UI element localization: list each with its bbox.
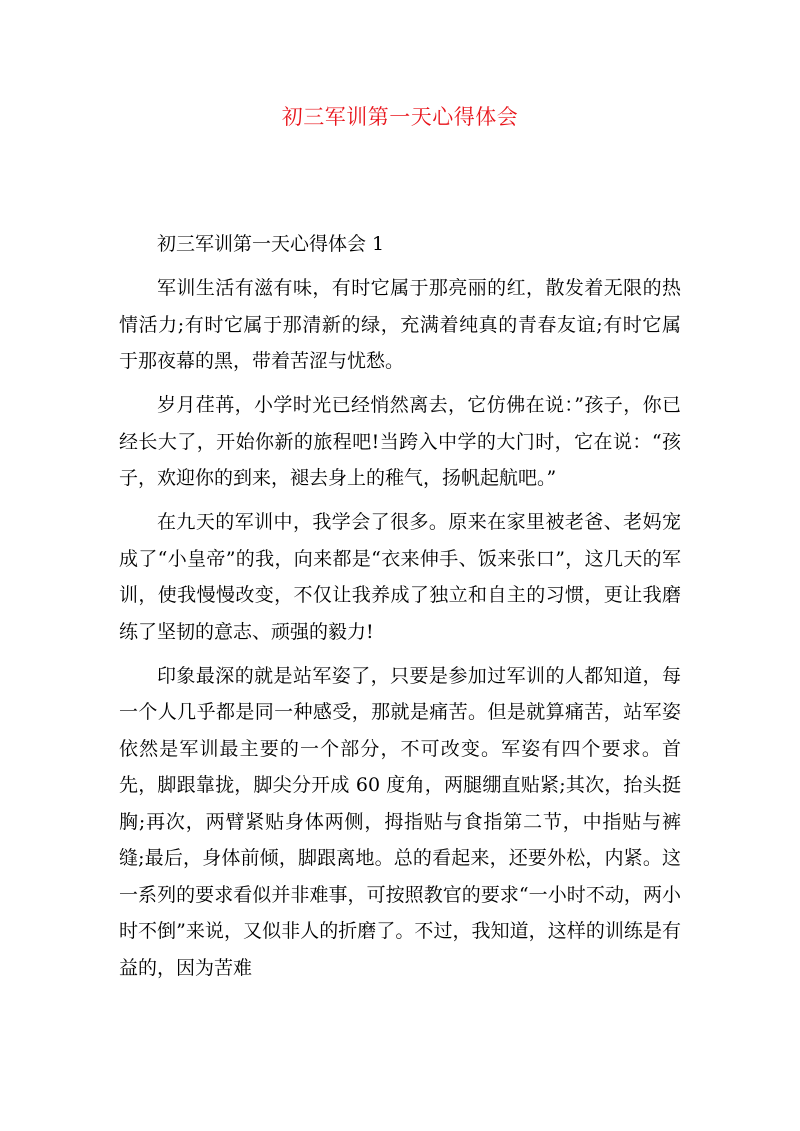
section-heading: 初三军训第一天心得体会 1 — [157, 233, 385, 255]
paragraph-3: 在九天的军训中，我学会了很多。原来在家里被老爸、老妈宠成了“小皇帝”的我，向来都是“衣来伸手、饭来张口”，这几天的军训，使我慢慢改变，不仅让我养成了独立和自主的习惯，更让我磨练了坚韧的意志、顽强的毅力! — [119, 511, 681, 643]
document-body — [119, 226, 681, 994]
paragraph-1: 军训生活有滋有味，有时它属于那亮丽的红，散发着无限的热情活力;有时它属于那清新的绿，充满着纯真的青春友谊;有时它属于那夜幕的黑，带着苦涩与忧愁。 — [119, 277, 681, 372]
document-title: 初三军训第一天心得体会 — [281, 105, 519, 129]
paragraph-2: 岁月荏苒，小学时光已经悄然离去，它仿佛在说：”孩子，你已经长大了，开始你新的旅程吧!当跨入中学的大门时，它在说：“孩子，欢迎你的到来，褪去身上的稚气，扬帆起航吧。” — [119, 394, 681, 489]
paragraph-4: 印象最深的就是站军姿了，只要是参加过军训的人都知道，每一个人几乎都是同一种感受，那就是痛苦。但是就算痛苦，站军姿依然是军训最主要的一个部分，不可改变。军姿有四个要求。首先，脚跟靠拢，脚尖分开成 60 度角，两腿绷直贴紧;其次，抬头挺胸;再次，两臂紧贴身体两侧，拇指贴与食指第二节，中指贴与裤缝;最后，身体前倾，脚跟离地。总的看起来，还要外松，内紧。这一系列的要求看似并非难事，可按照教官的要求“一小时不动，两小时不倒”来说，又似非人的折磨了。不过，我知道，这样的训练是有益的，因为苦难 — [119, 664, 681, 979]
